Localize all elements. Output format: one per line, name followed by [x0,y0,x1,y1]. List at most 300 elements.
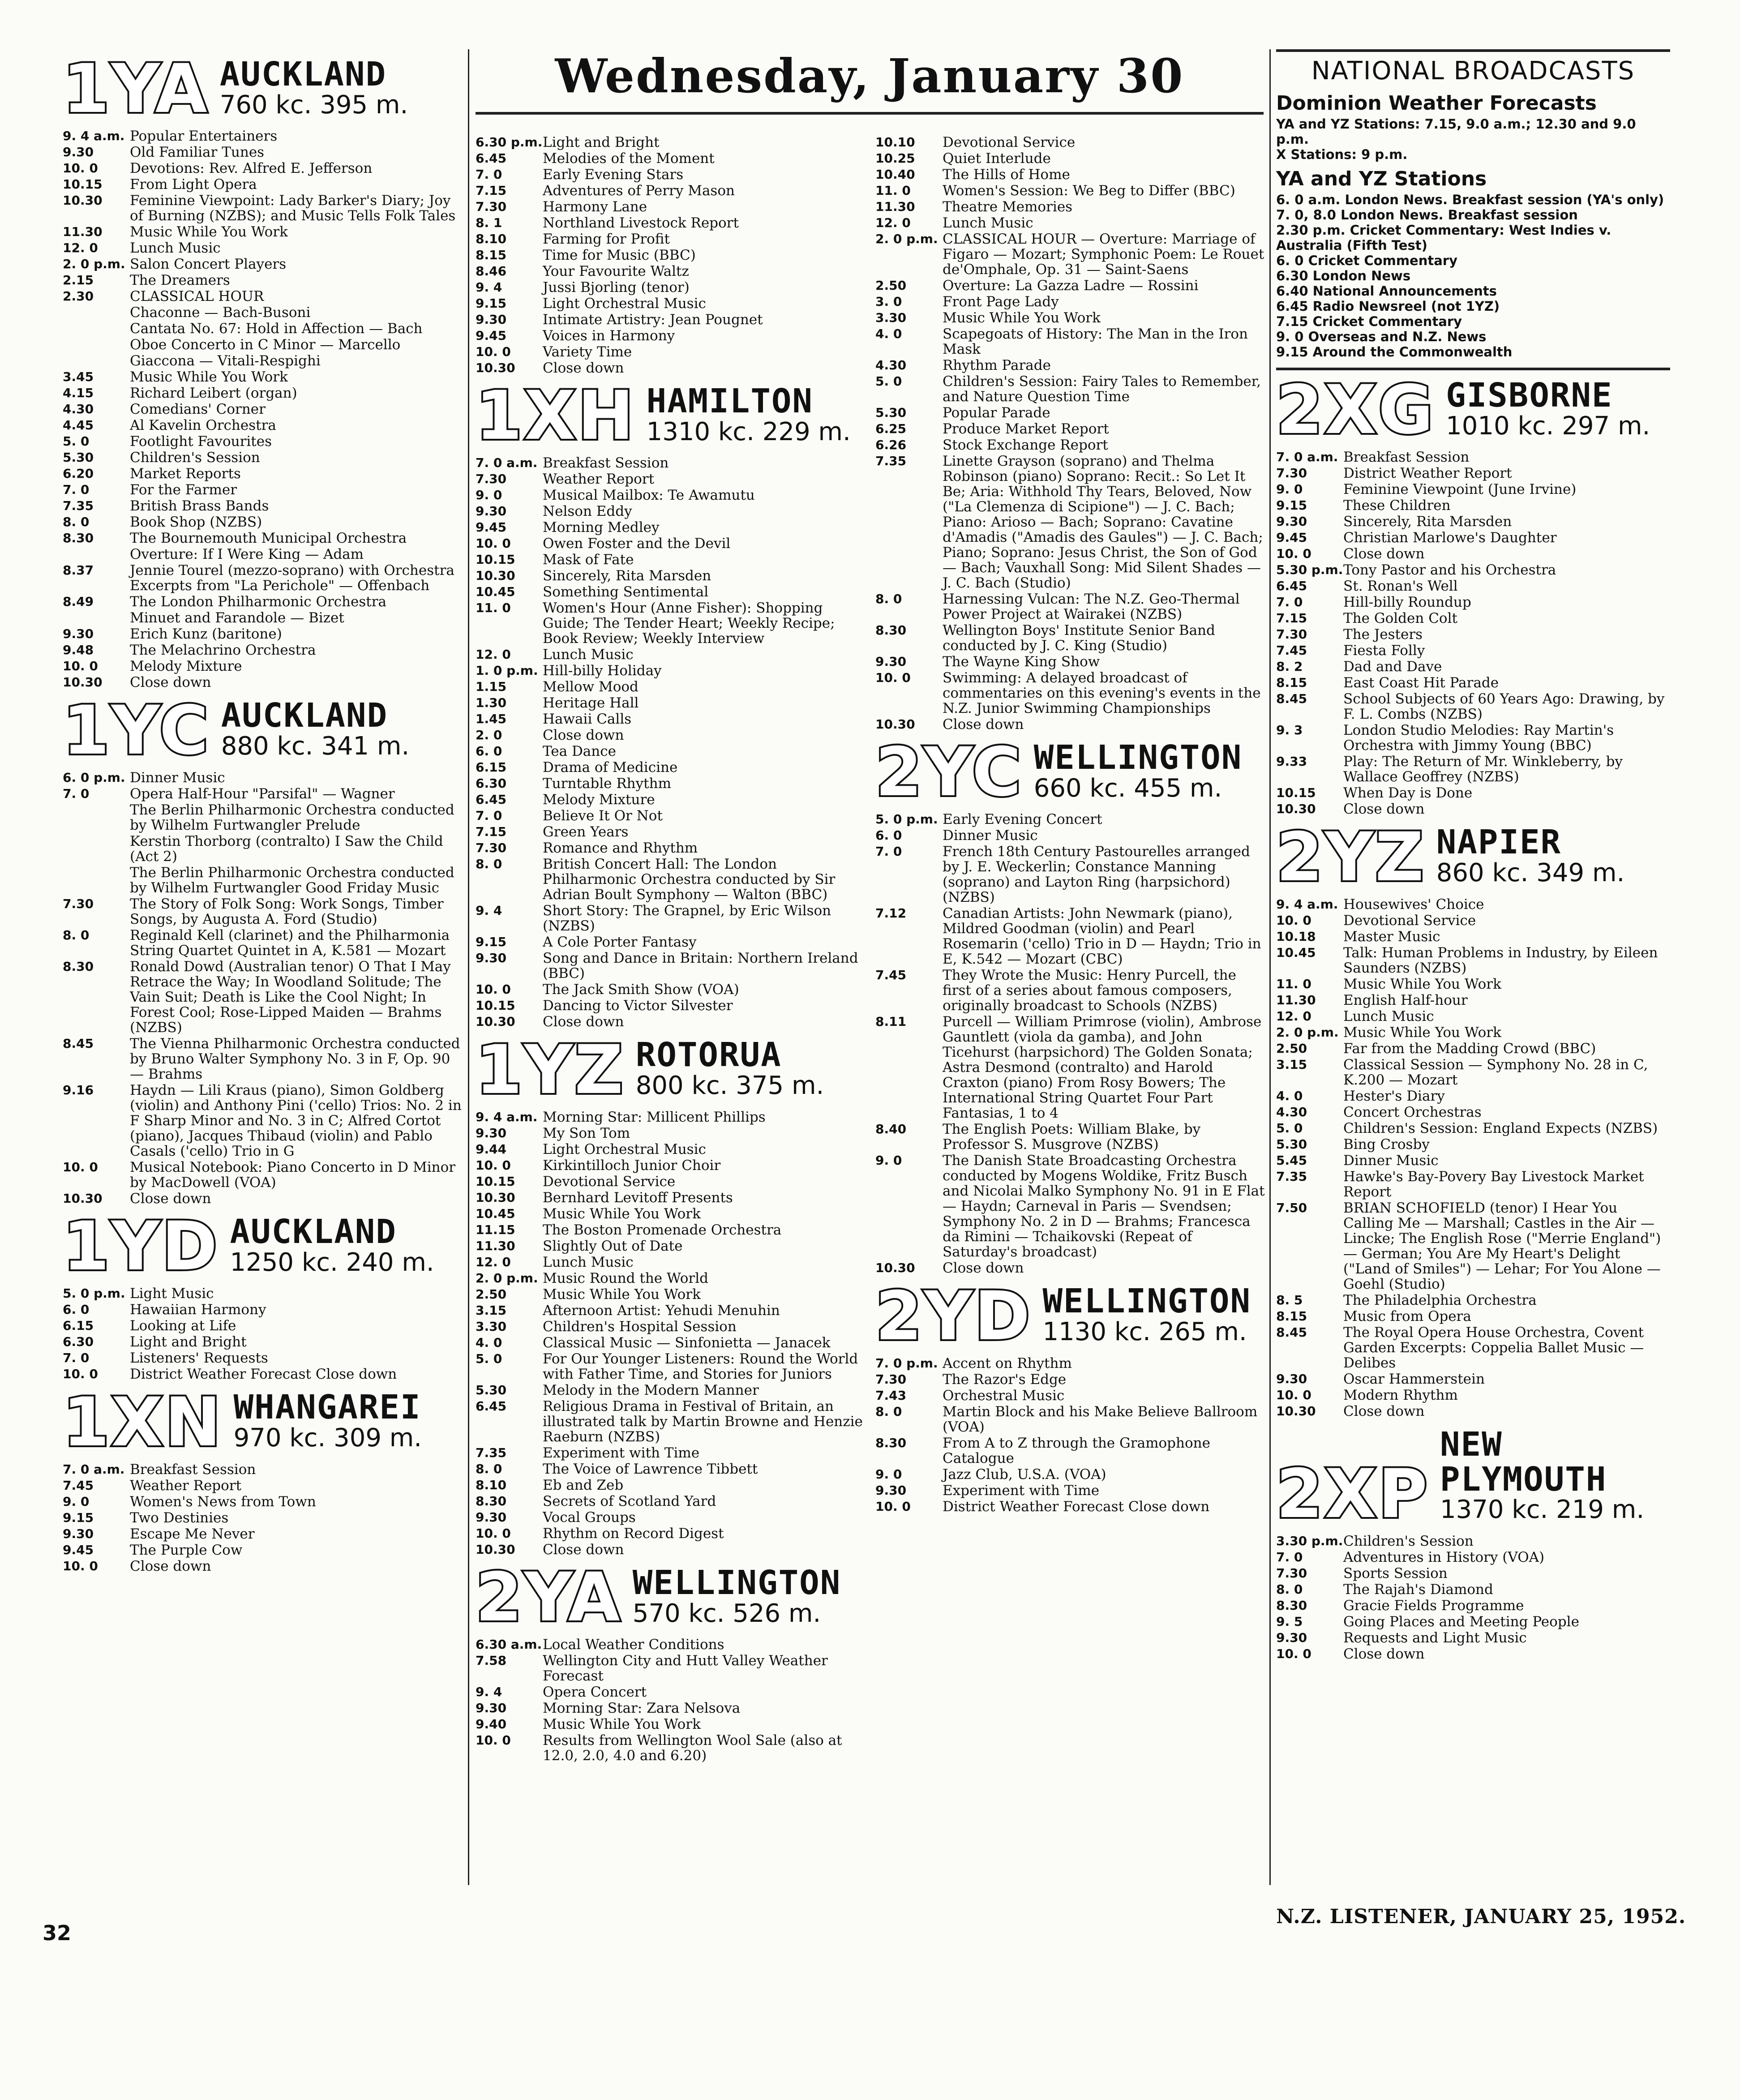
programme-list [63,128,466,690]
programme-time: 1.15 [476,679,507,694]
programme-time [63,337,130,352]
programme-title: Close down [1343,801,1425,818]
programme-title: From Light Opera [130,176,257,193]
programme-title: The Wayne King Show [943,654,1100,670]
programme-title: Swimming: A delayed broadcast of commentaries on this evening's events in the N.Z. Junior Swimming Championships [943,670,1261,716]
programme-time: 9. 0 [875,1153,902,1168]
programme-entry [476,1255,865,1270]
station-header [875,1277,1265,1355]
programme-entry [1276,1169,1670,1200]
programme-entry [476,1383,865,1398]
programme-title: Music While You Work [1343,976,1501,992]
programme-entry [875,215,1265,231]
station-info [230,1212,434,1277]
programme-title: Quiet Interlude [943,150,1051,167]
programme-entry [1276,785,1670,801]
programme-entry [63,1083,466,1159]
programme-title: Close down [1343,1403,1425,1419]
programme-title: Linette Grayson (soprano) and Thelma Robinson (piano) Soprano: Recit.: So Let It Be; Aria: Withhold Thy Tears, Beloved, Now ("La Clemenza di Scipione") — J. C. Bach; Piano: Arioso — Bach; Soprano: Cavatine d'Amadis ("Amadis des Gaules") — J. C. Bach; Piano; Soprano: Jesus Christ, the Son of God — Bach; Vauxhall Song: Mid Silent Shades — J. C. Bach (Studio) [943,453,1263,591]
programme-entry [476,1494,865,1509]
programme-entry [875,199,1265,214]
programme-time: 7.58 [476,1653,507,1668]
programme-entry [1276,977,1670,992]
programme-title: Purcell — William Primrose (violin), Ambrose Gauntlett (viola da gamba), and John Ticehurst (harpsichord) The Golden Sonata; Astra Desmond (contralto) and Harold Craxton (piano) From Rosy Bowers; The International String Quartet Four Part Fantasias, 1 to 4 [943,1014,1262,1122]
programme-time: 6. 0 [875,828,902,843]
programme-title: Bernhard Levitoff Presents [543,1189,733,1206]
programme-title: Sincerely, Rita Marsden [543,568,711,584]
programme-time: 7.30 [1276,627,1307,642]
column-4 [1276,49,1670,1662]
programme-time: 5.30 [476,1382,507,1397]
yayz-line: 6.45 Radio Newsreel (not 1YZ) [1276,299,1500,314]
programme-time: 10. 0 [1276,546,1311,561]
programme-time: 8. 0 [476,857,502,872]
programme-time: 6.30 [63,1334,94,1350]
programme-title: Green Years [543,824,629,840]
programme-time: 5.45 [1276,1153,1307,1168]
programme-time: 6.30 a.m. [476,1637,542,1652]
programme-entry [63,1036,466,1082]
programme-title: Talk: Human Problems in Industry, by Eileen Saunders (NZBS) [1343,944,1658,976]
programme-time: 2. 0 p.m. [63,257,125,272]
programme-entry [476,695,865,711]
programme-title: Close down [543,727,624,744]
continued-listing-2ya [875,134,1265,733]
programme-time: 10.15 [476,1174,515,1189]
column-1 [63,49,466,1574]
programme-time: 10. 0 [476,344,511,359]
programme-entry [1276,562,1670,578]
station-2xp [1276,1427,1670,1662]
programme-title: The Royal Opera House Orchestra, Covent Garden Excerpts: Coppelia Ballet Music — Delibes [1343,1324,1644,1371]
programme-time: 9. 4 a.m. [1276,896,1338,912]
programme-entry [476,776,865,791]
programme-title: Popular Entertainers [130,128,278,145]
programme-entry [476,679,865,694]
station-callsign: 2YZ [1276,818,1426,896]
programme-entry [476,1701,865,1716]
programme-time: 8.40 [875,1122,907,1137]
programme-entry [1276,1388,1670,1403]
programme-entry [476,792,865,807]
programme-entry [476,903,865,934]
programme-title: Early Evening Stars [543,167,684,183]
programme-title: Children's Hospital Session [543,1318,737,1335]
programme-entry [1276,466,1670,481]
programme-entry [476,312,865,327]
programme-time: 9.30 [476,1701,507,1716]
programme-time: 9. 0 [476,488,502,503]
programme-entry [1276,1089,1670,1104]
station-header [1276,1425,1670,1534]
programme-time: 11.30 [875,199,915,214]
programme-title: Owen Foster and the Devil [543,536,731,552]
programme-title: Devotional Service [943,134,1076,150]
programme-title: Children's Session: Fairy Tales to Remember, and Nature Question Time [943,373,1261,405]
programme-title: Melody Mixture [130,658,242,675]
programme-time: 9.30 [875,1483,907,1498]
programme-title: Local Weather Conditions [543,1637,724,1653]
programme-entry [63,514,466,530]
programme-time: 2. 0 p.m. [1276,1024,1339,1040]
programme-entry [476,488,865,503]
programme-title: The Dreamers [130,272,230,289]
programme-time: 5. 0 [476,1351,502,1366]
programme-title: District Weather Forecast Close down [943,1498,1210,1515]
programme-title: From A to Z through the Gramophone Catalogue [943,1435,1210,1466]
programme-time: 3.45 [63,369,94,385]
programme-time: 3.15 [476,1303,507,1318]
programme-title: Music While You Work [130,224,288,240]
programme-time: 11. 0 [875,183,911,198]
weather-forecasts-heading: Dominion Weather Forecasts [1276,92,1597,115]
programme-time: 7. 0 a.m. [476,455,538,471]
programme-title: Scapegoats of History: The Man in the Iron Mask [943,326,1248,357]
programme-time: 6.45 [476,792,507,807]
programme-time: 9. 0 [875,1466,902,1482]
programme-title: Devotions: Rev. Alfred E. Jefferson [130,160,373,177]
programme-time: 8. 1 [476,215,502,230]
programme-list [1276,1533,1670,1662]
programme-entry [875,591,1265,622]
programme-time: 10.40 [875,167,915,182]
station-info [1043,1284,1251,1345]
programme-title: Overture: If I Were King — Adam [130,546,364,563]
programme-entry [1276,929,1670,944]
programme-title: Lunch Music [943,215,1033,231]
programme-title: The Berlin Philharmonic Orchestra conducted by Wilhelm Furtwangler Prelude [130,801,454,833]
programme-title: Melody Mixture [543,792,655,808]
programme-title: Light and Bright [543,134,660,150]
programme-time: 7.15 [476,824,507,840]
programme-entry [875,374,1265,404]
programme-title: Modern Rhythm [1343,1387,1458,1403]
programme-time: 7. 0 [875,844,902,859]
programme-title: Salon Concert Players [130,256,287,273]
programme-title: Time for Music (BBC) [543,247,696,263]
programme-time: 9.33 [1276,754,1307,769]
programme-title: Northland Livestock Report [543,215,739,231]
programme-time: 6.26 [875,437,907,452]
programme-time: 8.45 [1276,1324,1307,1340]
programme-title: Wellington City and Hutt Valley Weather Forecast [543,1653,828,1684]
station-callsign: 1YA [63,50,209,129]
programme-time: 8.30 [1276,1598,1307,1613]
programme-time: 9.30 [63,1526,94,1541]
programme-title: Lunch Music [130,240,221,257]
national-broadcasts-box [1276,49,1670,370]
programme-entry [1276,498,1670,513]
programme-entry [875,1467,1265,1482]
weather-line: YA and YZ Stations: 7.15, 9.0 a.m.; 12.30 and 9.0 p.m. [1276,116,1636,147]
station-city: AUCKLAND [221,696,388,735]
programme-title: CLASSICAL HOUR [130,288,264,305]
programme-entry [476,1190,865,1205]
programme-title: Melody in the Modern Manner [543,1382,759,1398]
programme-title: Close down [543,1541,624,1558]
programme-entry [63,1510,466,1526]
programme-title: Listeners' Requests [130,1350,268,1367]
programme-time: 9.30 [476,504,507,519]
programme-time: 12. 0 [63,240,98,256]
programme-entry [1276,450,1670,465]
programme-title: Haydn — Lili Kraus (piano), Simon Goldberg (violin) and Anthony Pini ('cello) Trios: No. 2 in F Sharp Minor and No. 3 in C; Alfred Cortot (piano), Jacques Thibaud (violin) and Pablo Casals ('cello) Trio in G [130,1082,462,1159]
programme-time: 2.30 [63,289,94,304]
station-info [1440,1427,1670,1523]
programme-entry [1276,627,1670,642]
programme-time: 9. 4 a.m. [63,129,125,144]
column-divider [468,49,469,1885]
programme-time: 9.15 [1276,498,1307,513]
programme-entry [476,344,865,360]
programme-time: 8.49 [63,594,94,609]
programme-time: 7.30 [476,840,507,856]
station-city: GISBORNE [1446,376,1613,415]
yayz-line: 6.40 National Announcements [1276,283,1497,299]
programme-title: Close down [543,360,624,376]
programme-title: Lunch Music [543,647,634,663]
programme-title: The Melachrino Orchestra [130,642,316,659]
programme-time: 8.11 [875,1014,907,1029]
programme-time: 9.30 [1276,1630,1307,1646]
programme-title: CLASSICAL HOUR — Overture: Marriage of Figaro — Mozart; Symphonic Poem: Le Rouet de'Omphale, Op. 31 — Saint-Saens [943,231,1264,278]
programme-entry [875,358,1265,373]
programme-title: Experiment with Time [543,1444,700,1461]
programme-entry [63,659,466,674]
station-city: AUCKLAND [230,1212,397,1251]
programme-entry [63,321,466,336]
programme-entry [1276,1630,1670,1646]
station-callsign: 2XG [1276,371,1436,450]
station-info [234,1390,422,1451]
programme-title: The Philadelphia Orchestra [1343,1292,1537,1308]
programme-title: Variety Time [543,344,632,360]
station-city: WELLINGTON [1033,738,1243,777]
programme-entry [476,728,865,743]
programme-title: Opera Half-Hour "Parsifal" — Wagner [130,785,395,802]
programme-time: 5.30 [1276,1136,1307,1152]
programme-time: 2. 0 [476,728,502,743]
programme-title: Your Favourite Waltz [543,263,689,279]
programme-time: 7. 0 a.m. [63,1461,125,1477]
station-city: WHANGAREI [233,1388,421,1427]
programme-title: Orchestral Music [943,1387,1065,1404]
programme-entry [476,857,865,902]
programme-entry [63,643,466,658]
station-2yz [1276,818,1670,1419]
programme-entry [1276,1057,1670,1088]
programme-time: 7.30 [476,471,507,487]
programme-entry [1276,801,1670,817]
programme-title: Early Evening Concert [943,811,1102,828]
programme-entry [476,951,865,981]
programme-time: 7.15 [476,183,507,198]
programme-list [1276,896,1670,1419]
programme-entry [63,466,466,481]
programme-time: 6.30 [476,776,507,791]
programme-title: Dinner Music [943,827,1038,844]
programme-title: The Berlin Philharmonic Orchestra conducted by Wilhelm Furtwangler Good Friday Music [130,864,454,896]
programme-time: 12. 0 [476,647,511,662]
column-divider [1269,49,1271,1885]
programme-title: Close down [1343,546,1425,562]
programme-time: 5. 0 [1276,1120,1303,1136]
programme-time: 1. 0 p.m. [476,663,538,678]
programme-time: 10.30 [875,717,915,732]
programme-time: 4. 0 [476,1335,502,1350]
programme-entry [63,1543,466,1558]
programme-title: Looking at Life [130,1318,236,1334]
programme-entry [476,1542,865,1557]
programme-time: 7. 0 a.m. [1276,450,1338,465]
programme-entry [875,231,1265,277]
programme-time: 11.30 [476,1238,515,1253]
programme-entry [476,711,865,727]
programme-time: 9.40 [476,1717,507,1732]
programme-title: Kerstin Thorborg (contralto) I Saw the Child (Act 2) [130,833,443,865]
programme-time: 5. 0 [875,374,902,389]
programme-entry [875,437,1265,453]
programme-entry [1276,1646,1670,1662]
programme-entry [1276,1371,1670,1387]
programme-entry [1276,595,1670,610]
programme-entry [476,760,865,775]
yayz-line: 2.30 p.m. Cricket Commentary: West Indies v. Australia (Fifth Test) [1276,223,1611,253]
programme-title: Footlight Favourites [130,433,272,450]
programme-time: 9.30 [63,145,94,160]
programme-entry [1276,675,1670,690]
programme-time: 8. 0 [875,1404,902,1419]
station-city: NEW PLYMOUTH [1440,1425,1607,1499]
programme-title: Rhythm Parade [943,357,1051,373]
programme-entry [1276,659,1670,674]
programme-entry [1276,1309,1670,1324]
programme-entry [1276,897,1670,912]
station-info [1446,378,1650,439]
programme-time: 7.30 [875,1371,907,1387]
programme-time: 8.15 [1276,675,1307,690]
programme-title: Women's Hour (Anne Fisher): Shopping Guide; The Tender Heart; Weekly Recipe; Book Review; Weekly Interview [543,600,835,647]
programme-title: Heritage Hall [543,695,639,711]
programme-title: Erich Kunz (baritone) [130,626,282,643]
programme-entry [1276,1598,1670,1613]
programme-entry [476,1303,865,1318]
programme-title: District Weather Report [1343,465,1512,482]
programme-title: Two Destinies [130,1509,229,1526]
programme-time: 11. 0 [1276,976,1311,991]
programme-entry [63,594,466,609]
programme-entry [1276,611,1670,626]
programme-time: 9.15 [476,296,507,311]
programme-time: 9.15 [63,1510,94,1525]
programme-time: 9.16 [63,1082,94,1097]
programme-title: Breakfast Session [1343,449,1470,466]
programme-title: Far from the Madding Crowd (BBC) [1343,1040,1596,1057]
programme-time: 10.30 [476,1542,515,1557]
programme-title: Music While You Work [1343,1024,1501,1041]
station-frequency: 760 kc. 395 m. [219,90,408,120]
programme-time: 8.30 [63,959,94,974]
programme-time: 9. 0 [1276,482,1303,497]
programme-time: 2.50 [1276,1041,1307,1056]
programme-title: Jazz Club, U.S.A. (VOA) [943,1466,1106,1483]
programme-entry [1276,1009,1670,1024]
programme-time: 10.30 [476,568,515,583]
programme-entry [63,1302,466,1317]
programme-entry [63,482,466,497]
programme-time: 5.30 [63,450,94,465]
programme-title: Wellington Boys' Institute Senior Band conducted by J. C. King (Studio) [943,622,1215,654]
programme-title: Short Story: The Grapnel, by Eric Wilson (NZBS) [543,903,831,934]
programme-entry [1276,1534,1670,1549]
programme-time: 7.45 [63,1478,94,1493]
programme-entry [476,1717,865,1732]
programme-list [476,1637,865,1764]
programme-entry [63,129,466,144]
programme-entry [476,1110,865,1125]
programme-entry [476,248,865,263]
yayz-line: 9.15 Around the Commonwealth [1276,344,1513,360]
station-city: AUCKLAND [219,55,387,94]
programme-entry [1276,1614,1670,1629]
programme-title: Vocal Groups [543,1509,636,1526]
programme-time: 10.45 [1276,945,1316,960]
station-2xg [1276,371,1670,818]
programme-entry [476,934,865,950]
programme-title: Turntable Rhythm [543,776,671,792]
programme-title: Intimate Artistry: Jean Pougnet [543,312,763,328]
programme-title: Martin Block and his Make Believe Ballroom (VOA) [943,1403,1258,1435]
station-frequency: 1250 kc. 240 m. [230,1247,434,1277]
programme-entry [1276,1404,1670,1419]
programme-time: 7. 0 [476,167,502,182]
programme-title: Minuet and Farandole — Bizet [130,610,344,626]
programme-time: 7.30 [1276,466,1307,481]
programme-time: 5. 0 p.m. [875,812,938,827]
programme-title: Ronald Dowd (Australian tenor) O That I May Retrace the Way; In Woodland Solitude; The Vain Suit; Death is Like the Cool Night; In Forest Cool; Rose-Lipped Maiden — Brahms (NZBS) [130,958,451,1036]
station-city: ROTORUA [635,1036,782,1075]
programme-title: Accent on Rhythm [943,1355,1072,1371]
station-callsign: 2XP [1276,1455,1429,1534]
programme-entry [875,670,1265,716]
programme-entry [1276,579,1670,594]
programme-title: Afternoon Artist: Yehudi Menuhin [543,1302,780,1319]
programme-title: Weather Report [543,471,655,488]
programme-time [63,321,130,336]
programme-list [63,1461,466,1574]
programme-title: The Danish State Broadcasting Orchestra conducted by Mogens Woldike, Fritz Busch and Nicolai Malko Symphony No. 91 in E Flat — Haydn; Carneval in Paris — Svendsen; Symphony No. 2 in D — Brahms; Francesca da Rimini — Tchaikovski (Repeat of Saturday's broadcast) [943,1153,1265,1260]
programme-entry [1276,1325,1670,1371]
programme-entry [1276,993,1670,1008]
programme-entry [476,824,865,840]
programme-entry [63,531,466,546]
programme-entry [63,786,466,801]
programme-time: 9.30 [875,654,907,669]
programme-entry [476,455,865,471]
programme-title: Al Kavelin Orchestra [130,417,276,434]
programme-time: 8.37 [63,563,94,578]
programme-time: 8.15 [1276,1308,1307,1324]
station-frequency: 800 kc. 375 m. [635,1071,824,1101]
programme-entry [1276,1025,1670,1040]
programme-entry [476,647,865,662]
programme-time: 7.35 [1276,1169,1307,1184]
programme-entry [63,1367,466,1382]
programme-entry [1276,530,1670,545]
programme-time: 10. 0 [63,1159,98,1174]
programme-time: 8.15 [476,248,507,262]
programme-time: 7.35 [875,454,907,468]
